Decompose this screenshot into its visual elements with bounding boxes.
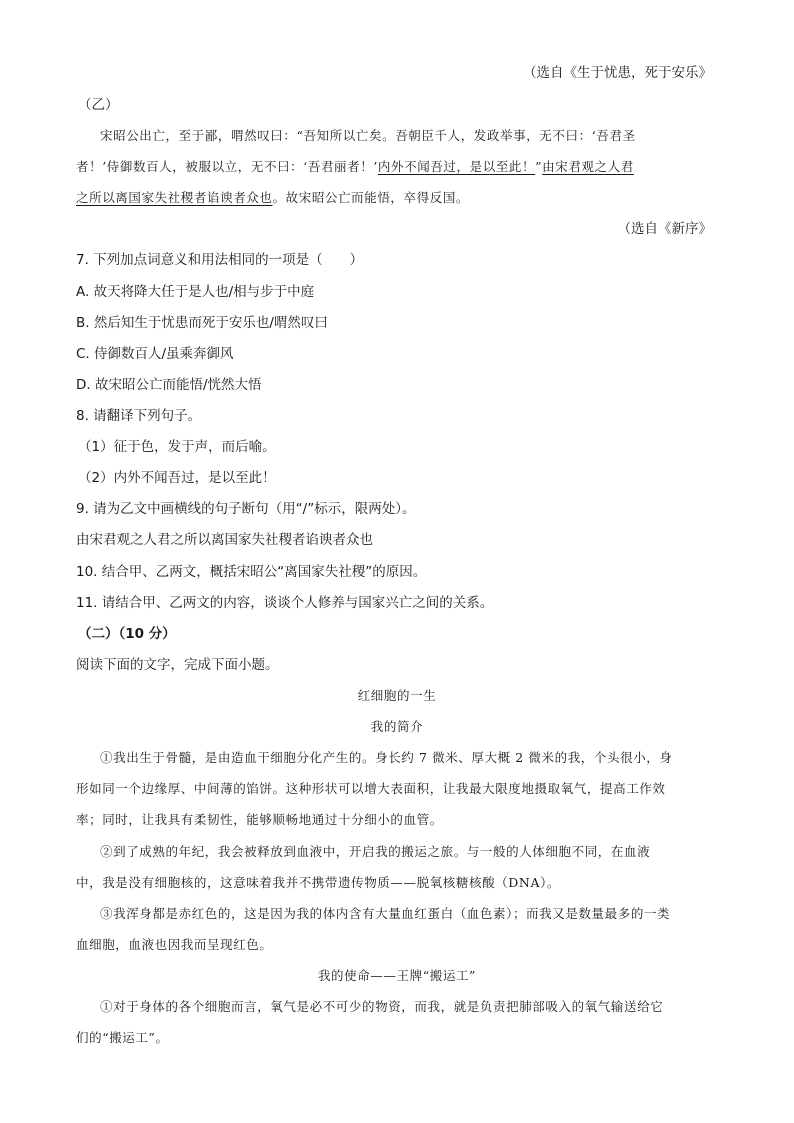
yi-line-2-c: ”	[535, 159, 543, 174]
question-7-option-b: B. 然后知生于忧患而死于安乐也/喟然叹曰	[76, 315, 328, 331]
yi-line-2-a: 者！’侍御数百人，被服以立，无不曰：‘吾君丽者！’	[76, 159, 378, 174]
paragraph-1-line-2: 形如同一个边缘厚、中间薄的馅饼。这种形状可以增大表面积，让我最大限度地摄取氧气，提高工作效	[76, 781, 666, 796]
paragraph-1-line-3: 率；同时，让我具有柔韧性，能够顺畅地通过十分细小的血管。	[76, 812, 443, 827]
yi-label: （乙）	[78, 97, 119, 113]
section-2-heading: （二）（10 分）	[78, 626, 176, 642]
question-10: 10. 结合甲、乙两文，概括宋昭公“离国家失社稷”的原因。	[76, 564, 427, 580]
question-8: 8. 请翻译下列句子。	[76, 408, 202, 424]
question-7-option-c: C. 侍御数百人/虽乘奔御风	[76, 346, 234, 362]
question-9: 9. 请为乙文中画横线的句子断句（用“/”标示，限两处）。	[76, 501, 416, 517]
yi-line-2	[76, 158, 634, 176]
article-subtitle-mission: 我的使命——王牌“搬运工”	[317, 968, 477, 983]
question-11: 11. 请结合甲、乙两文的内容，谈谈个人修养与国家兴亡之间的关系。	[76, 595, 494, 611]
section-2-instruction: 阅读下面的文字，完成下面小题。	[76, 657, 279, 673]
paragraph-4-line-2: 们的“搬运工”。	[76, 1030, 169, 1045]
paragraph-2-line-2: 中，我是没有细胞核的，这意味着我并不携带遗传物质——脱氧核糖核酸（DNA）。	[76, 875, 561, 890]
yi-source: （选自《新序》	[617, 221, 712, 237]
question-7-option-a: A. 故天将降大任于是人也/相与步于中庭	[76, 284, 315, 300]
question-8-item-1: （1）征于色，发于声，而后喻。	[78, 439, 276, 455]
question-7-option-d: D. 故宋昭公亡而能悟/恍然大悟	[76, 377, 262, 393]
yi-line-2-d: 由宋君观之人君	[542, 159, 634, 174]
article-subtitle-intro: 我的简介	[370, 719, 424, 734]
jia-source: （选自《生于忧患，死于安乐》	[523, 65, 712, 81]
question-8-item-2: （2）内外不闻吾过，是以至此！	[78, 470, 276, 486]
paragraph-4-line-1: ①对于身体的各个细胞而言，氧气是必不可少的物资，而我，就是负责把肺部吸入的氧气输送给它	[100, 999, 664, 1014]
paragraph-1-line-1: ①我出生于骨髓，是由造血干细胞分化产生的。身长约 7 微米、厚大概 2 微米的我，个头很小，身	[100, 750, 673, 765]
paragraph-3-line-2: 血细胞，血液也因我而呈现红色。	[76, 937, 273, 952]
yi-line-1: 宋昭公出亡，至于鄙，喟然叹曰：“吾知所以亡矣。吾朝臣千人，发政举事，无不曰：‘吾君圣	[100, 128, 636, 143]
paragraph-2-line-1: ②到了成熟的年纪，我会被释放到血液中，开启我的搬运之旅。与一般的人体细胞不同，在血液	[100, 844, 651, 859]
yi-line-3-b: 。故宋昭公亡而能悟，卒得反国。	[272, 190, 470, 205]
yi-line-3	[76, 189, 469, 207]
question-9-sentence: 由宋君观之人君之所以离国家失社稷者谄谀者众也	[76, 532, 373, 548]
yi-line-3-a: 之所以离国家失社稷者谄谀者众也	[76, 190, 273, 205]
question-7: 7. 下列加点词意义和用法相同的一项是（ ）	[76, 252, 364, 268]
yi-line-2-b: 内外不闻吾过，是以至此！	[377, 159, 536, 174]
article-title: 红细胞的一生	[357, 688, 437, 703]
paragraph-3-line-1: ③我浑身都是赤红色的，这是因为我的体内含有大量血红蛋白（血色素）；而我又是数量最多的一类	[100, 906, 671, 921]
